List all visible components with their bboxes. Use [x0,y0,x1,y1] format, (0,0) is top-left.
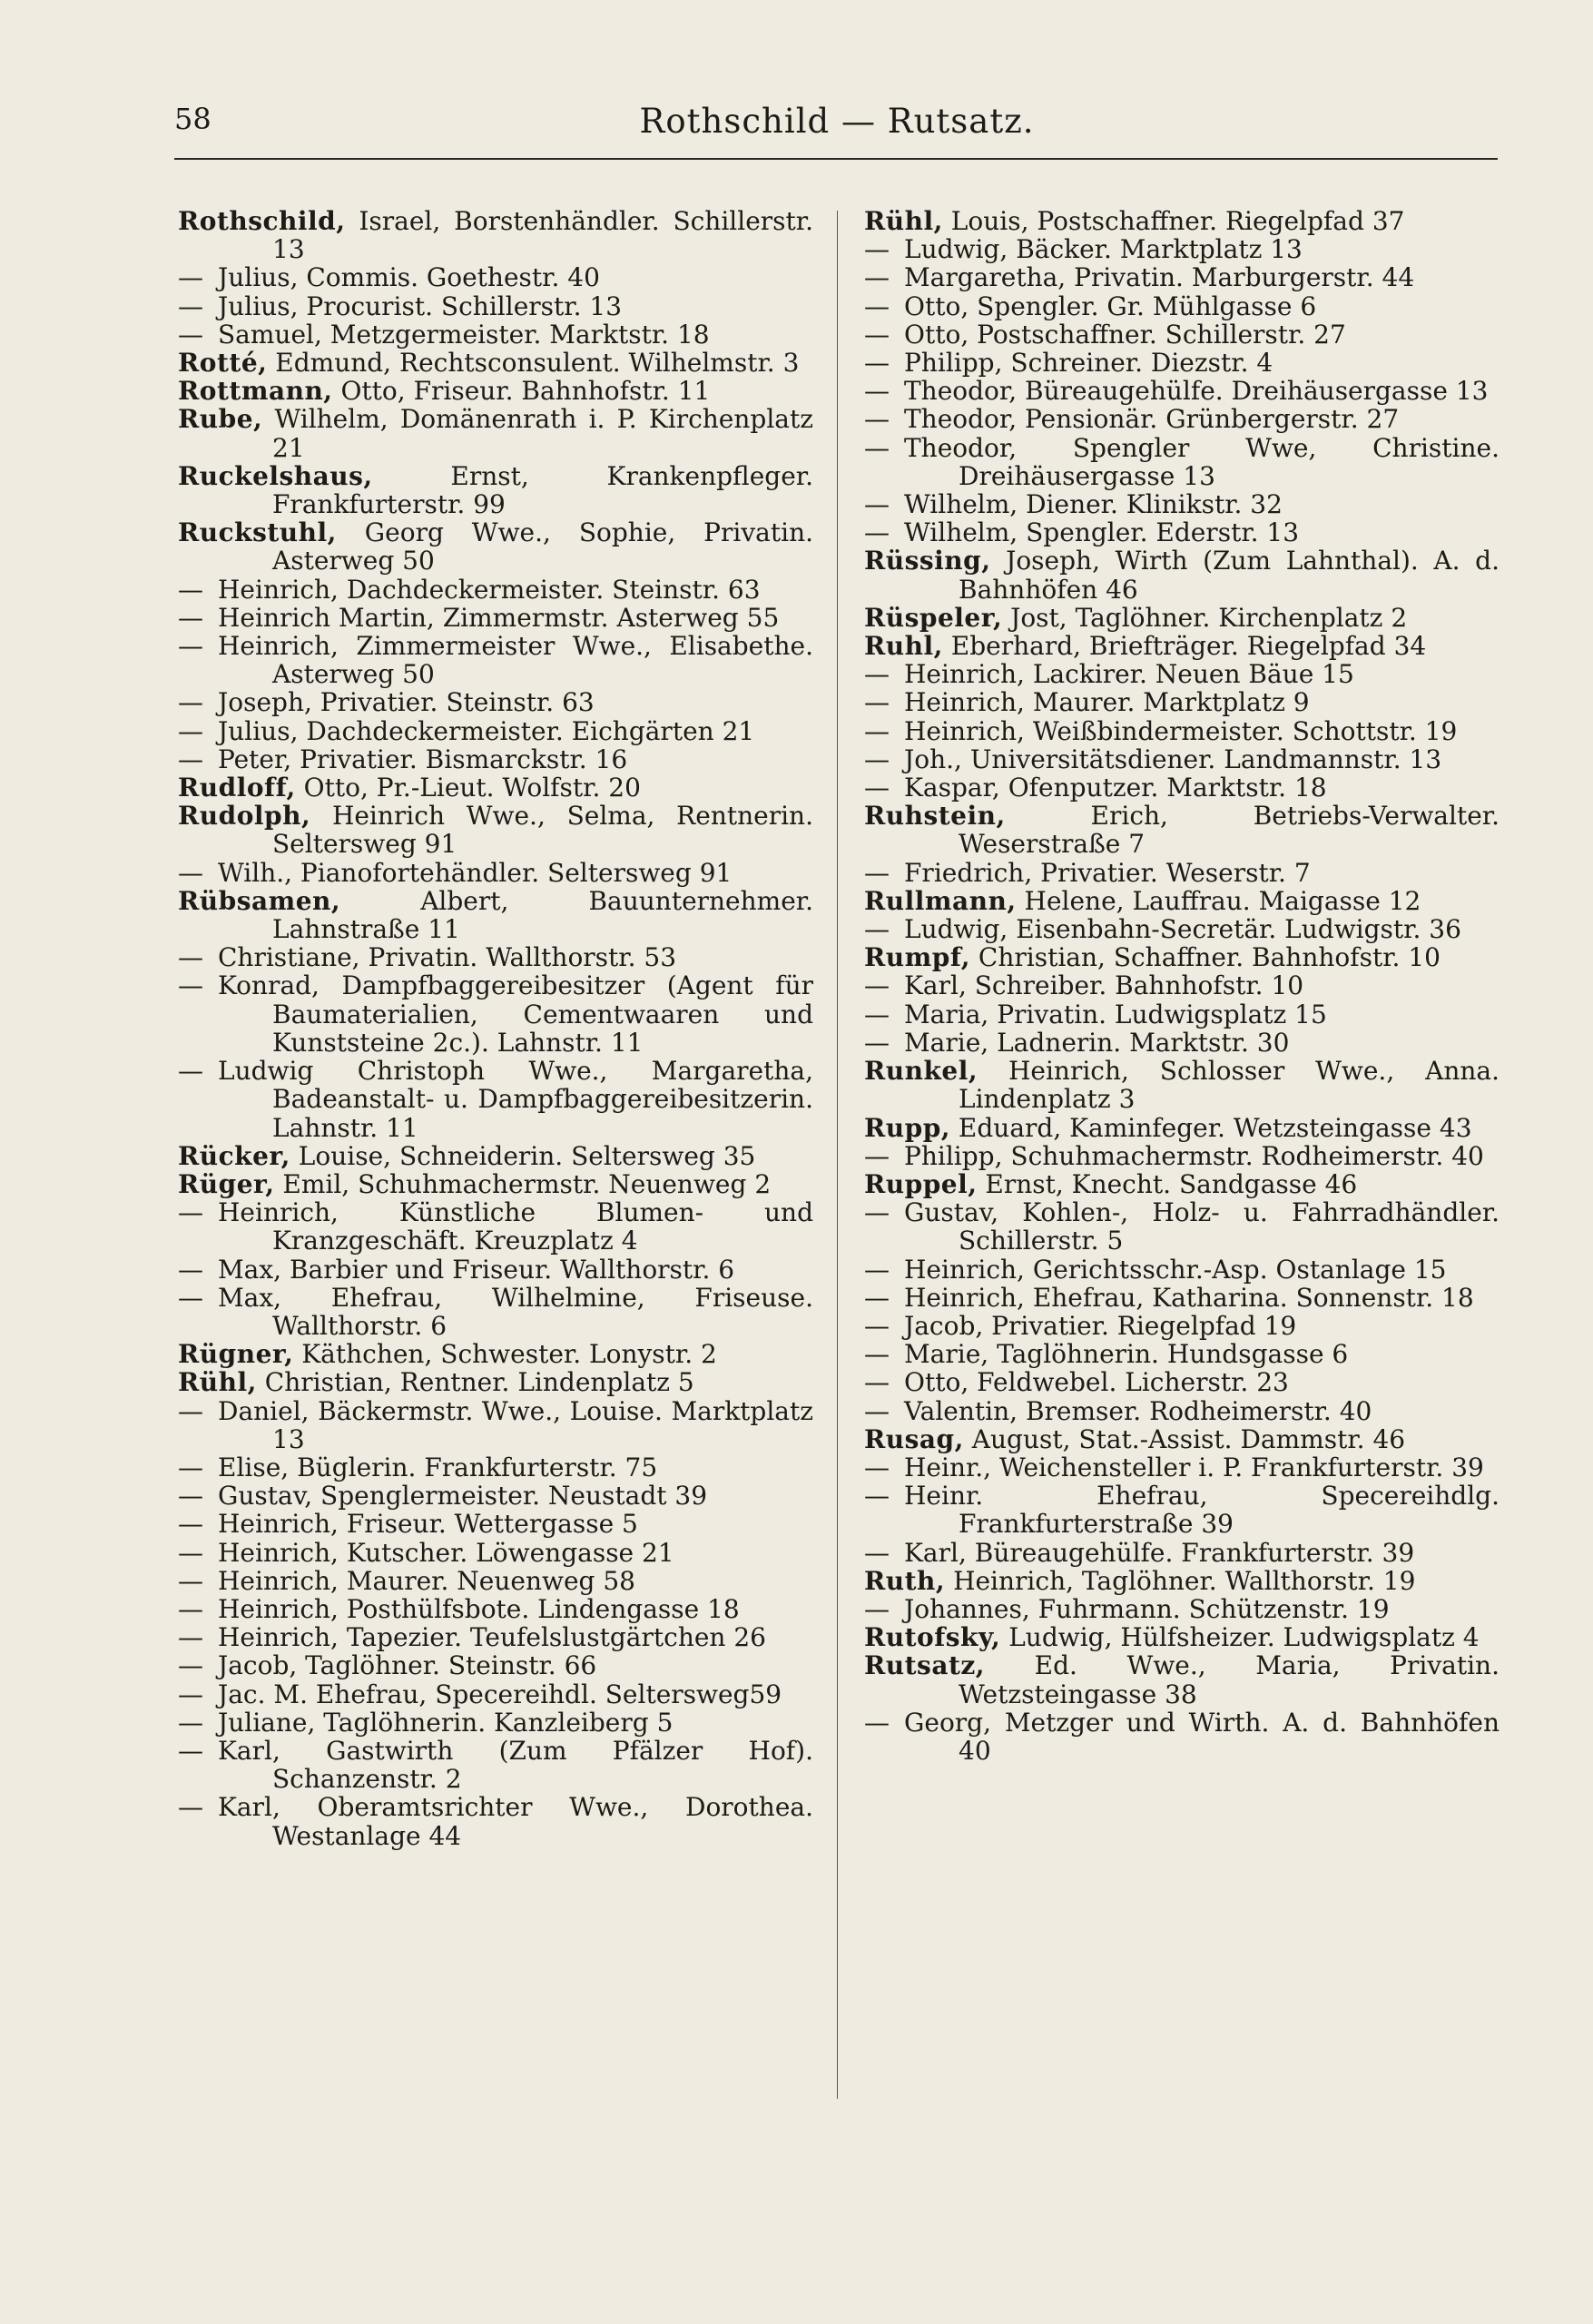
directory-entry [178,462,813,518]
entry-surname: Ruth, [864,1565,946,1596]
directory-entry [178,1567,813,1595]
directory-entry [864,859,1500,887]
ditto-dash: — [864,517,890,548]
ditto-dash: — [178,1537,203,1568]
ditto-dash: — [178,1679,203,1709]
directory-entry [178,1057,813,1142]
entry-surname: Rügner, [178,1339,294,1370]
directory-entry [864,207,1500,235]
entry-surname: Rühl, [864,206,943,236]
ditto-dash: — [178,1197,203,1228]
entry-text: Käthchen, Schwester. Lonystr. 2 [293,1339,717,1370]
entry-surname: Rullmann, [864,885,1017,916]
ditto-dash: — [864,857,890,888]
entry-text: Konrad, Dampfbaggereibesitzer (Agent für Baumaterialien, Cementwaaren und Kunststeine 2c.). Lahnstr. 11 [218,970,813,1058]
ditto-dash: — [864,404,890,435]
entry-text: Philipp, Schuhmachermstr. Rodheimerstr. 40 [904,1140,1484,1171]
entry-text: Heinrich, Taglöhner. Wallthorstr. 19 [945,1565,1416,1596]
entry-text: Wilhelm, Diener. Klinikstr. 32 [904,489,1283,520]
entry-text: Theodor, Pensionär. Grünbergerstr. 27 [904,404,1400,435]
entry-text: Ernst, Knecht. Sandgasse 46 [977,1168,1358,1199]
entry-text: Israel, Borstenhändler. Schillerstr. 13 [272,206,813,265]
ditto-dash: — [864,659,890,690]
directory-entry [178,1340,813,1368]
directory-entry [864,1057,1500,1113]
directory-entry [864,1709,1500,1765]
directory-entry [864,1198,1500,1255]
directory-entry [864,1623,1500,1651]
directory-entry [178,632,813,688]
directory-entry [178,604,813,632]
directory-entry [864,1567,1500,1595]
directory-entry [864,1453,1500,1482]
entry-text: Otto, Feldwebel. Licherstr. 23 [904,1367,1289,1398]
entry-text: Heinrich, Künstliche Blumen- und Kranzgeschäft. Kreuzplatz 4 [218,1197,813,1256]
directory-entry [864,887,1500,915]
ditto-dash: — [178,1056,203,1087]
entry-text: Eduard, Kaminfeger. Wetzsteingasse 43 [950,1112,1472,1143]
directory-entry [178,1680,813,1709]
entry-text: Heinrich, Tapezier. Teufelslustgärtchen 26 [218,1622,766,1653]
directory-entry [178,773,813,802]
entry-surname: Rüssing, [864,546,991,576]
ditto-dash: — [864,432,890,463]
entry-text: Otto, Postschaffner. Schillerstr. 27 [904,319,1346,350]
directory-entry [864,377,1500,405]
ditto-dash: — [178,1792,203,1823]
entry-text: Ludwig, Eisenbahn-Secretär. Ludwigstr. 36 [904,914,1461,945]
directory-entry [864,943,1500,971]
directory-entry [178,349,813,377]
entry-surname: Rüspeler, [864,602,1003,633]
entry-text: Joseph, Privatier. Steinstr. 63 [218,687,595,718]
entry-text: Jacob, Taglöhner. Steinstr. 66 [218,1650,597,1681]
entry-text: Karl, Oberamtsrichter Wwe., Dorothea. Westanlage 44 [218,1792,813,1851]
entry-text: Eberhard, Briefträger. Riegelpfad 34 [942,631,1427,662]
entry-text: Heinrich, Maurer. Neuenweg 58 [218,1565,635,1596]
entry-text: Heinrich, Posthülfsbote. Lindengasse 18 [218,1593,740,1624]
entry-surname: Rumpf, [864,942,971,973]
entry-text: Max, Barbier und Friseur. Wallthorstr. 6 [218,1254,735,1285]
entry-text: Marie, Ladnerin. Marktstr. 30 [904,1027,1290,1058]
ditto-dash: — [864,262,890,293]
directory-entry [178,207,813,263]
entry-text: Ludwig, Bäcker. Marktplatz 13 [904,234,1303,265]
entry-text: Heinrich Martin, Zimmermstr. Asterweg 55 [218,602,780,633]
page-number: 58 [174,102,211,136]
entry-text: Helene, Lauffrau. Maigasse 12 [1016,885,1421,916]
entry-surname: Ruppel, [864,1168,978,1199]
entry-text: Julius, Dachdeckermeister. Eichgärten 21 [218,715,755,746]
directory-entry [178,802,813,858]
entry-text: Wilhelm, Domänenrath i. P. Kirchenplatz 21 [262,404,813,463]
entry-text: Erich, Betriebs-Verwalter. Weserstraße 7 [959,801,1500,860]
ditto-dash: — [178,1593,203,1624]
entry-text: Christian, Rentner. Lindenplatz 5 [256,1367,694,1398]
entry-text: Otto, Pr.-Lieut. Wolfstr. 20 [295,773,641,803]
entry-text: Heinrich, Weißbindermeister. Schottstr. 19 [904,715,1458,746]
entry-text: Peter, Privatier. Bismarckstr. 16 [218,743,628,774]
entry-text: Georg, Metzger und Wirth. A. d. Bahnhöfen 40 [904,1707,1500,1766]
entry-text: Louis, Postschaffner. Riegelpfad 37 [942,206,1405,236]
ditto-dash: — [864,1593,890,1624]
entry-text: Kaspar, Ofenputzer. Marktstr. 18 [904,773,1327,803]
directory-entry [864,632,1500,660]
entry-text: Philipp, Schreiner. Diezstr. 4 [904,348,1273,379]
ditto-dash: — [178,942,203,973]
directory-entry [864,802,1500,858]
ditto-dash: — [178,1565,203,1596]
ditto-dash: — [178,602,203,633]
entry-surname: Rücker, [178,1140,290,1171]
entry-text: Margaretha, Privatin. Marburgerstr. 44 [904,262,1415,293]
entry-text: Ludwig, Hülfsheizer. Ludwigsplatz 4 [1000,1622,1480,1653]
directory-entry [178,1142,813,1170]
ditto-dash: — [864,1452,890,1482]
ditto-dash: — [178,1735,203,1766]
directory-entry [178,1397,813,1453]
entry-text: Heinrich, Maurer. Marktplatz 9 [904,687,1310,718]
entry-text: Karl, Büreaugehülfe. Frankfurterstr. 39 [904,1537,1415,1568]
ditto-dash: — [864,999,890,1029]
directory-entry [178,320,813,349]
entry-surname: Rüger, [178,1168,275,1199]
directory-entry [864,263,1500,291]
directory-entry [864,717,1500,745]
directory-entry [864,490,1500,518]
entry-text: Juliane, Taglöhnerin. Kanzleiberg 5 [218,1707,674,1738]
entry-text: Elise, Büglerin. Frankfurterstr. 75 [218,1452,658,1482]
entry-text: Georg Wwe., Sophie, Privatin. Asterweg 50 [272,517,813,576]
ditto-dash: — [864,376,890,407]
ditto-dash: — [864,687,890,718]
entry-surname: Rühl, [178,1367,257,1398]
entry-text: Albert, Bauunternehmer. Lahnstraße 11 [272,885,813,945]
entry-surname: Ruhstein, [864,801,1006,832]
directory-entry [178,887,813,943]
right-column [864,207,1500,1765]
directory-entry [864,604,1500,632]
entry-surname: Runkel, [864,1056,978,1087]
entry-text: Theodor, Büreaugehülfe. Dreihäusergasse 13 [904,376,1489,407]
directory-entry [178,405,813,461]
entry-surname: Rutsatz, [864,1650,986,1681]
ditto-dash: — [178,687,203,718]
directory-entry [864,434,1500,490]
entry-text: Jost, Taglöhner. Kirchenplatz 2 [1002,602,1408,633]
entry-text: Karl, Gastwirth (Zum Pfälzer Hof). Schanzenstr. 2 [218,1735,813,1795]
directory-entry [178,717,813,745]
page-header [174,102,1500,156]
directory-entry [864,1170,1500,1198]
ditto-dash: — [864,743,890,774]
directory-entry [178,1198,813,1255]
ditto-dash: — [864,773,890,803]
directory-entry [864,1595,1500,1623]
directory-entry [864,1397,1500,1425]
directory-entry [864,349,1500,377]
entry-text: Heinr. Ehefrau, Specereihdlg. Frankfurterstraße 39 [904,1481,1500,1540]
entry-text: Heinrich, Gerichtsschr.-Asp. Ostanlage 15 [904,1254,1447,1285]
directory-entry [864,235,1500,263]
ditto-dash: — [864,1707,890,1738]
ditto-dash: — [178,574,203,605]
directory-entry [864,745,1500,773]
entry-surname: Rupp, [864,1112,951,1143]
entry-surname: Rusag, [864,1423,964,1454]
ditto-dash: — [178,1622,203,1653]
entry-surname: Rutofsky, [864,1622,1001,1653]
entry-text: Heinrich, Zimmermeister Wwe., Elisabethe. Asterweg 50 [218,631,813,690]
entry-text: Julius, Commis. Goethestr. 40 [218,262,600,293]
entry-text: Emil, Schuhmachermstr. Neuenweg 2 [274,1168,772,1199]
ditto-dash: — [864,970,890,1001]
ditto-dash: — [178,262,203,293]
ditto-dash: — [178,1707,203,1738]
directory-entry [178,1170,813,1198]
entry-surname: Ruckstuhl, [178,517,337,548]
directory-entry [864,1312,1500,1340]
entry-text: August, Stat.-Assist. Dammstr. 46 [963,1423,1406,1454]
directory-entry [178,292,813,320]
directory-entry [178,1651,813,1679]
directory-entry [864,1256,1500,1284]
directory-entry [864,660,1500,688]
directory-entry [178,943,813,971]
entry-text: Heinrich, Dachdeckermeister. Steinstr. 63 [218,574,761,605]
ditto-dash: — [864,1395,890,1426]
directory-entry [864,1368,1500,1396]
entry-surname: Ruhl, [864,631,943,662]
directory-entry [178,1709,813,1737]
entry-text: Otto, Friseur. Bahnhofstr. 11 [332,376,711,407]
ditto-dash: — [864,1537,890,1568]
entry-surname: Rotté, [178,348,268,379]
ditto-dash: — [178,1481,203,1512]
directory-entry [864,405,1500,433]
entry-surname: Rübsamen, [178,885,341,916]
entry-text: Joseph, Wirth (Zum Lahnthal). A. d. Bahnhöfen 46 [959,546,1500,605]
directory-entry [178,971,813,1057]
entry-text: Julius, Procurist. Schillerstr. 13 [218,290,623,321]
ditto-dash: — [864,715,890,746]
directory-entry [178,1737,813,1793]
entry-surname: Rudolph, [178,801,311,832]
directory-entry [864,1142,1500,1170]
entry-surname: Ruckelshaus, [178,460,373,491]
ditto-dash: — [864,348,890,379]
ditto-dash: — [864,1481,890,1512]
ditto-dash: — [864,914,890,945]
entry-text: Karl, Schreiber. Bahnhofstr. 10 [904,970,1304,1001]
directory-entry [864,1114,1500,1142]
directory-entry [864,1482,1500,1538]
entry-text: Louise, Schneiderin. Seltersweg 35 [290,1140,756,1171]
ditto-dash: — [864,1254,890,1285]
ditto-dash: — [178,715,203,746]
directory-entry [178,1539,813,1567]
entry-text: Valentin, Bremser. Rodheimerstr. 40 [904,1395,1372,1426]
ditto-dash: — [864,234,890,265]
ditto-dash: — [178,1395,203,1426]
ditto-dash: — [178,1650,203,1681]
directory-entry [864,1284,1500,1312]
ditto-dash: — [178,290,203,321]
entry-surname: Rothschild, [178,206,346,236]
entry-text: Ernst, Krankenpfleger. Frankfurterstr. 99 [272,460,813,520]
directory-entry [178,1793,813,1849]
entry-text: Wilh., Pianofortehändler. Seltersweg 91 [218,857,733,888]
directory-entry [178,1368,813,1396]
ditto-dash: — [864,1310,890,1341]
entry-text: Gustav, Spenglermeister. Neustadt 39 [218,1481,708,1512]
directory-entry [178,1482,813,1510]
ditto-dash: — [864,1339,890,1370]
entry-text: Johannes, Fuhrmann. Schützenstr. 19 [904,1593,1390,1624]
ditto-dash: — [864,290,890,321]
entry-text: Friedrich, Privatier. Weserstr. 7 [904,857,1311,888]
ditto-dash: — [178,1452,203,1482]
directory-entry [864,971,1500,1000]
directory-entry [864,1340,1500,1368]
directory-entry [178,745,813,773]
entry-text: Heinrich, Ehefrau, Katharina. Sonnenstr. 18 [904,1282,1474,1313]
entry-surname: Rudloff, [178,773,296,803]
directory-entry [178,1256,813,1284]
entry-text: Heinrich, Lackirer. Neuen Bäue 15 [904,659,1354,690]
directory-entry [178,518,813,575]
entry-text: Samuel, Metzgermeister. Marktstr. 18 [218,319,710,350]
directory-entry [178,263,813,291]
left-column [178,207,813,1850]
entry-text: Christiane, Privatin. Wallthorstr. 53 [218,942,677,973]
ditto-dash: — [178,1254,203,1285]
directory-entry [864,320,1500,349]
directory-entry [178,576,813,604]
entry-text: Ludwig Christoph Wwe., Margaretha, Badeanstalt- u. Dampfbaggereibesitzerin. Lahnstr. 11 [218,1056,813,1143]
entry-text: Otto, Spengler. Gr. Mühlgasse 6 [904,290,1317,321]
directory-entry [178,1284,813,1340]
directory-entry [178,1623,813,1651]
entry-text: Wilhelm, Spengler. Ederstr. 13 [904,517,1300,548]
column-divider [837,211,838,2099]
ditto-dash: — [178,1282,203,1313]
directory-entry [864,915,1500,943]
directory-entry [178,1595,813,1623]
ditto-dash: — [864,319,890,350]
entry-text: Heinrich Wwe., Selma, Rentnerin. Seltersweg 91 [272,801,813,860]
directory-entry [864,773,1500,802]
entry-surname: Rottmann, [178,376,333,407]
ditto-dash: — [178,857,203,888]
directory-entry [864,1000,1500,1029]
running-title: Rothschild — Rutsatz. [639,102,1035,141]
ditto-dash: — [178,1509,203,1540]
directory-entry [864,1425,1500,1453]
directory-entry [178,859,813,887]
entry-text: Max, Ehefrau, Wilhelmine, Friseuse. Wallthorstr. 6 [218,1282,813,1341]
entry-surname: Rube, [178,404,263,435]
directory-entry [864,688,1500,716]
entry-text: Maria, Privatin. Ludwigsplatz 15 [904,999,1327,1029]
entry-text: Heinrich, Friseur. Wettergasse 5 [218,1509,638,1540]
entry-text: Joh., Universitätsdiener. Landmannstr. 13 [904,743,1442,774]
directory-entry [178,1453,813,1482]
entry-text: Ed. Wwe., Maria, Privatin. Wetzsteingasse 38 [959,1650,1500,1709]
ditto-dash: — [864,1197,890,1228]
ditto-dash: — [864,489,890,520]
entry-text: Christian, Schaffner. Bahnhofstr. 10 [970,942,1441,973]
entry-text: Edmund, Rechtsconsulent. Wilhelmstr. 3 [267,348,800,379]
ditto-dash: — [178,743,203,774]
ditto-dash: — [864,1140,890,1171]
entry-text: Jac. M. Ehefrau, Specereihdl. Seltersweg59 [218,1679,782,1709]
ditto-dash: — [178,970,203,1001]
entry-text: Heinrich, Schlosser Wwe., Anna. Lindenplatz 3 [959,1056,1500,1115]
directory-entry [178,1510,813,1538]
entry-text: Theodor, Spengler Wwe, Christine. Dreihäusergasse 13 [904,432,1500,491]
directory-entry [864,1651,1500,1708]
header-rule [174,158,1498,160]
directory-entry [864,547,1500,603]
ditto-dash: — [864,1367,890,1398]
ditto-dash: — [178,631,203,662]
directory-entry [178,688,813,716]
directory-entry [864,1539,1500,1567]
entry-text: Jacob, Privatier. Riegelpfad 19 [904,1310,1297,1341]
ditto-dash: — [864,1027,890,1058]
ditto-dash: — [864,1282,890,1313]
ditto-dash: — [178,319,203,350]
entry-text: Daniel, Bäckermstr. Wwe., Louise. Marktplatz 13 [218,1395,813,1454]
directory-entry [864,292,1500,320]
directory-entry [864,518,1500,547]
directory-entry [864,1029,1500,1057]
entry-text: Gustav, Kohlen-, Holz- u. Fahrradhändler. Schillerstr. 5 [904,1197,1500,1256]
entry-text: Heinr., Weichensteller i. P. Frankfurterstr. 39 [904,1452,1484,1482]
entry-text: Marie, Taglöhnerin. Hundsgasse 6 [904,1339,1349,1370]
entry-text: Heinrich, Kutscher. Löwengasse 21 [218,1537,674,1568]
directory-entry [178,377,813,405]
